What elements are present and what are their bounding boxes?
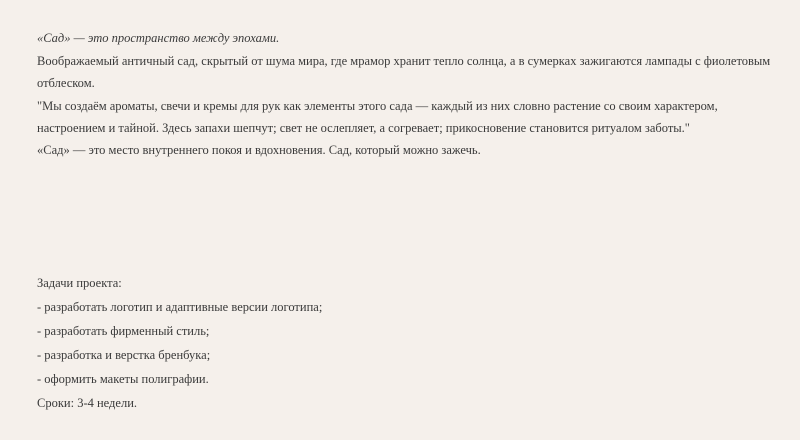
project-tasks [37, 271, 777, 415]
tagline: «Сад» — это пространство между эпохами. [37, 31, 280, 45]
task-item: - разработать фирменный стиль; [37, 324, 210, 338]
task-item: - разработка и верстка бренбука; [37, 348, 211, 362]
closing-paragraph: «Сад» — это место внутреннего покоя и вдохновения. Сад, который можно зажечь. [37, 143, 481, 157]
timeline-text: Сроки: 3-4 недели. [37, 396, 138, 410]
brand-quote: "Мы создаём ароматы, свечи и кремы для рук как элементы этого сада — каждый из них словно растение со своим характером, настроением и тайной. Здесь запахи шепчут; свет не ослепляет, а согревает; прикосновение становится ритуалом заботы." [37, 99, 718, 135]
description-paragraph: Воображаемый античный сад, скрытый от шума мира, где мрамор хранит тепло солнца, а в сумерках зажигаются лампады с фиолетовым отблеском. [37, 54, 771, 90]
task-item: - оформить макеты полиграфии. [37, 372, 209, 386]
tasks-heading: Задачи проекта: [37, 276, 122, 290]
task-item: - разработать логотип и адаптивные версии логотипа; [37, 300, 323, 314]
project-description [37, 27, 777, 161]
